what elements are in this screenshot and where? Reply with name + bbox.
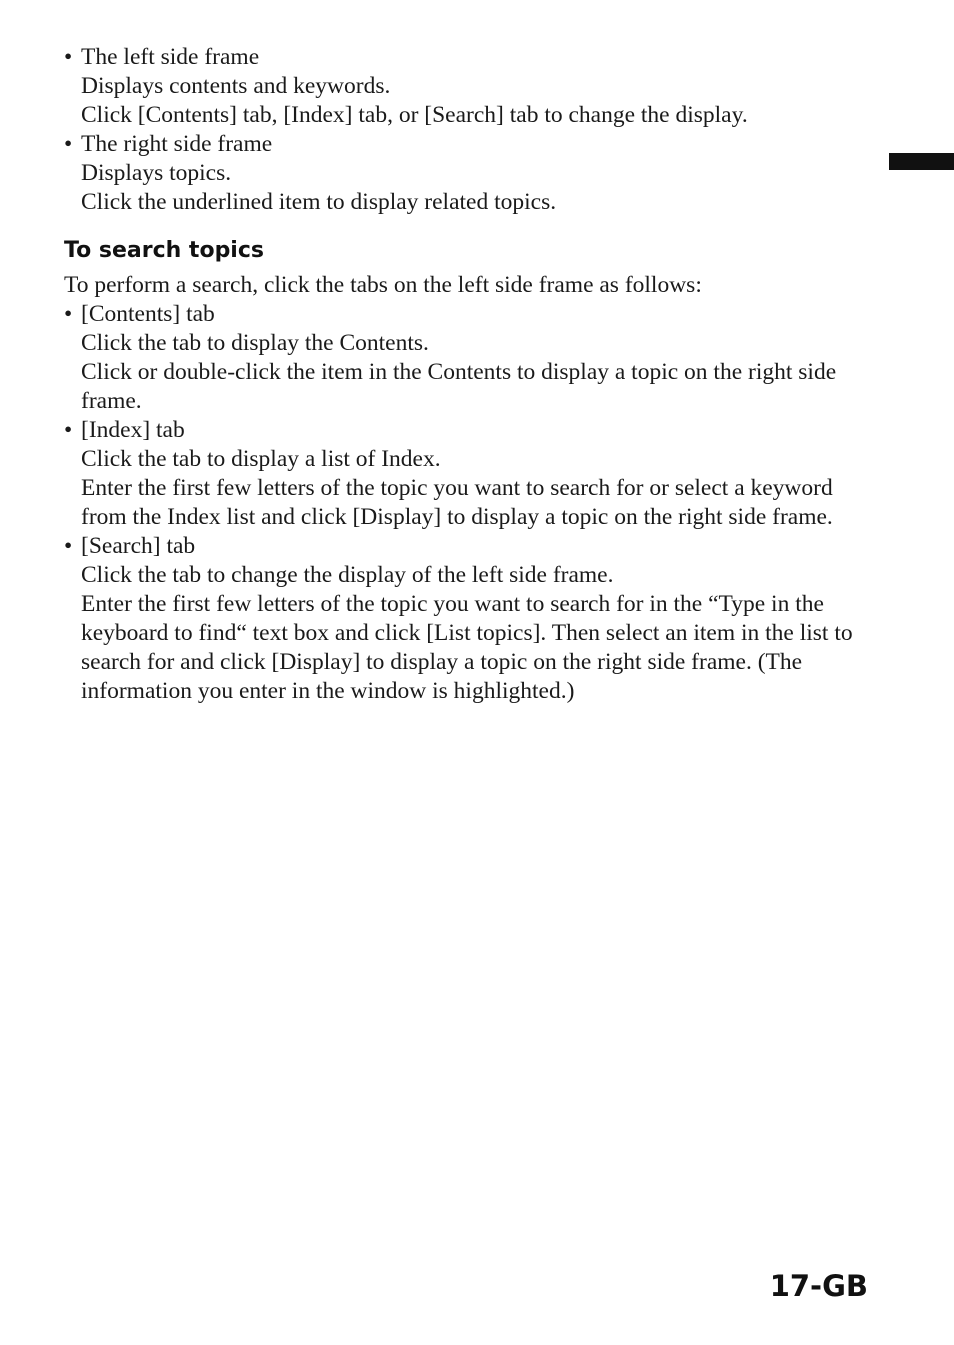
bullet-mark: •: [64, 301, 73, 327]
list-item-search-tab: [64, 532, 874, 706]
item-title: [Index] tab: [81, 417, 185, 443]
item-line: Click the tab to display the Contents.: [81, 330, 429, 356]
page-content: [64, 43, 874, 706]
item-title: [Search] tab: [81, 533, 196, 559]
section-edge-tab: [889, 153, 954, 170]
bullet-mark: •: [64, 131, 73, 157]
item-title: The right side frame: [81, 131, 273, 157]
section-heading: To search topics: [64, 238, 264, 263]
bullet-mark: •: [64, 533, 73, 559]
bullet-mark: •: [64, 417, 73, 443]
item-line: Click the tab to display a list of Index.: [81, 446, 441, 472]
bullet-mark: •: [64, 44, 73, 70]
item-line: Click or double-click the item in the Contents to display a topic on the right side frame.: [81, 359, 837, 414]
item-title: The left side frame: [81, 44, 260, 70]
item-line: Enter the first few letters of the topic you want to search for or select a keyword from the Index list and click [Display] to display a topic on the right side frame.: [81, 475, 833, 530]
item-line: Displays topics.: [81, 160, 232, 186]
list-item-left-frame: [64, 43, 874, 130]
item-line: Click the tab to change the display of the left side frame.: [81, 562, 614, 588]
list-item-contents-tab: [64, 300, 874, 416]
item-line: Click the underlined item to display related topics.: [81, 189, 557, 215]
list-item-right-frame: [64, 130, 874, 217]
section-intro: To perform a search, click the tabs on the left side frame as follows:: [64, 272, 702, 298]
item-line: Displays contents and keywords.: [81, 73, 391, 99]
list-item-index-tab: [64, 416, 874, 532]
page-number: 17-GB: [769, 1269, 868, 1303]
item-title: [Contents] tab: [81, 301, 215, 327]
item-line: Click [Contents] tab, [Index] tab, or [Search] tab to change the display.: [81, 102, 748, 128]
item-line: Enter the first few letters of the topic you want to search for in the “Type in the keyboard to find“ text box and click [List topics]. Then select an item in the list to search for and click [Display] to display a topic on the right side frame. (The information you enter in the window is highlighted.): [81, 591, 853, 704]
